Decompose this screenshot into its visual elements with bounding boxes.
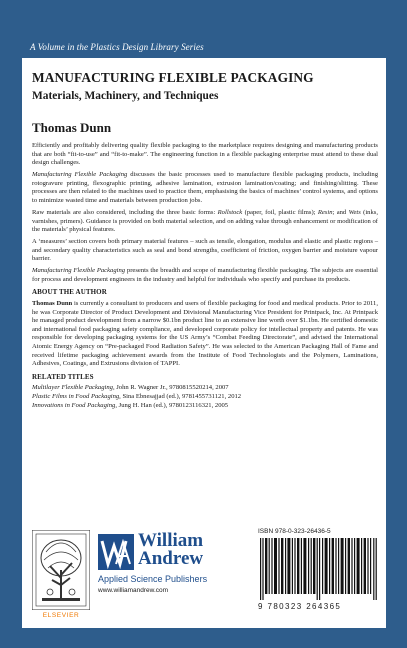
related-title-name: Plastic Films in Food Packaging, <box>32 393 121 400</box>
paragraph-text: (paper, foil, plastic films); <box>242 208 318 216</box>
book-subtitle: Materials, Machinery, and Techniques <box>32 90 219 102</box>
author-name: Thomas Dunn <box>32 120 112 135</box>
william-andrew-wordmark <box>138 532 203 568</box>
content-panel <box>22 58 386 628</box>
bio-text: is currently a consultant to producers and users of flexible packaging for food and medical products. Prior to 2011, he was Corporate Director of Product Development and Divisional Manufacturing Vice President for Printpack, Inc. At Printpack he managed product development from a narrow $0.1bn product line to an extensive line worth over $1.1bn. He certified domestic and international food packaging safety compliance, and developed corporate policy for intellectual property and patents. He was responsible for developing packaging systems for the US Army’s “Combat Feeding Directorate”, and advised the International Atomic Energy Agency on “Pre-packaged Food Radiation Safety”. He was selected to the American Packaging Hall of Fame and received lifetime packaging achievement awards from the Institute of Food Technologists and the Polymers, Laminations, Adhesives, Coatings, and Extrusions division of TAPPI. <box>32 300 378 368</box>
description-paragraph-2 <box>32 171 378 205</box>
publisher-tagline: Applied Science Publishers <box>98 574 208 584</box>
related-title-item <box>32 393 378 402</box>
description-paragraph-3 <box>32 209 378 235</box>
paragraph-text: ; and <box>332 208 349 216</box>
term-wets: Wets <box>348 208 361 216</box>
paragraph-text: Raw materials are also considered, including the three basic forms: <box>32 208 218 216</box>
barcode-digits: 9 780323 264365 <box>258 602 342 611</box>
wa-monogram-icon <box>98 534 134 570</box>
related-title-name: Innovations in Food Packaging <box>32 401 116 409</box>
paragraph-text: (inks, varnishes, primers). Guidance is provided on both material selection, and on adding value through enhancement or modification of the materials’ physical features. <box>32 208 378 234</box>
book-title-italic: Manufacturing Flexible Packaging <box>32 267 126 275</box>
paragraph-text: discusses the basic processes used to manufacture flexible packaging products, including rotogravure printing, flexographic printing, adhesive lamination, extrusion lamination/coating; and finishing/slitting. These processes are then related to the machines used to practice them, emphasising the basics of machines’ control systems, and options to minimize wasted time and materials between production jobs. <box>32 171 378 204</box>
description-body <box>32 142 378 410</box>
william-andrew-logo-mark <box>98 534 134 570</box>
isbn-barcode <box>258 538 380 600</box>
related-title-item <box>32 384 378 393</box>
about-heading: ABOUT THE AUTHOR <box>32 288 107 297</box>
wa-line-2: Andrew <box>138 548 204 569</box>
bio-author-name: Thomas Dunn <box>32 300 73 308</box>
isbn-label: ISBN 978-0-323-26436-5 <box>258 528 331 535</box>
wa-line-1: William <box>138 530 204 551</box>
elsevier-wordmark: ELSEVIER <box>42 612 80 619</box>
term-resin: Resin <box>317 208 333 216</box>
related-titles-list <box>32 384 378 410</box>
author-bio <box>32 300 378 369</box>
related-title-details: , Jung H. Han (ed.), 9780123116321, 2005 <box>115 401 229 409</box>
related-title-details: Sina Ebnesajjad (ed.), 9781455731121, 2012 <box>120 393 242 400</box>
description-paragraph-1: Efficiently and profitably delivering quality flexible packaging to the marketplace requires designing and manufacturing products that are both “fit-to-use” and “fit-to-make”. The engineering function in a flexible packaging enterprise must attend to these dual design challenges. <box>32 142 378 167</box>
book-title: MANUFACTURING FLEXIBLE PACKAGING <box>32 70 314 85</box>
series-line: A Volume in the Plastics Design Library Series <box>30 42 204 52</box>
related-title-name: Multilayer Flexible Packaging <box>32 384 113 392</box>
elsevier-tree-logo <box>32 530 90 610</box>
book-title-italic: Manufacturing Flexible Packaging <box>32 171 128 179</box>
description-paragraph-4: A ‘measures’ section covers both primary material features – such as tensile, elongation, modulus and elastic and plastic regions – and secondary quality characteristics such as seal and bond strengths, coefficient of friction, oxygen barrier and moisture vapour barrier. <box>32 238 378 263</box>
term-rollstock: Rollstock <box>217 208 243 216</box>
description-paragraph-5 <box>32 267 378 284</box>
related-title-details: , John R. Wagner Jr., 9780815520214, 2007 <box>112 384 229 392</box>
cover-footer <box>22 528 386 628</box>
related-title-item <box>32 402 378 411</box>
paragraph-text: presents the breadth and scope of manufacturing flexible packaging. The subjects are essential for process and development engineers in the industry and helpful for individuals who specify and purchase its products. <box>32 267 378 283</box>
publisher-website: www.williamandrew.com <box>98 587 169 594</box>
related-heading: RELATED TITLES <box>32 372 94 381</box>
